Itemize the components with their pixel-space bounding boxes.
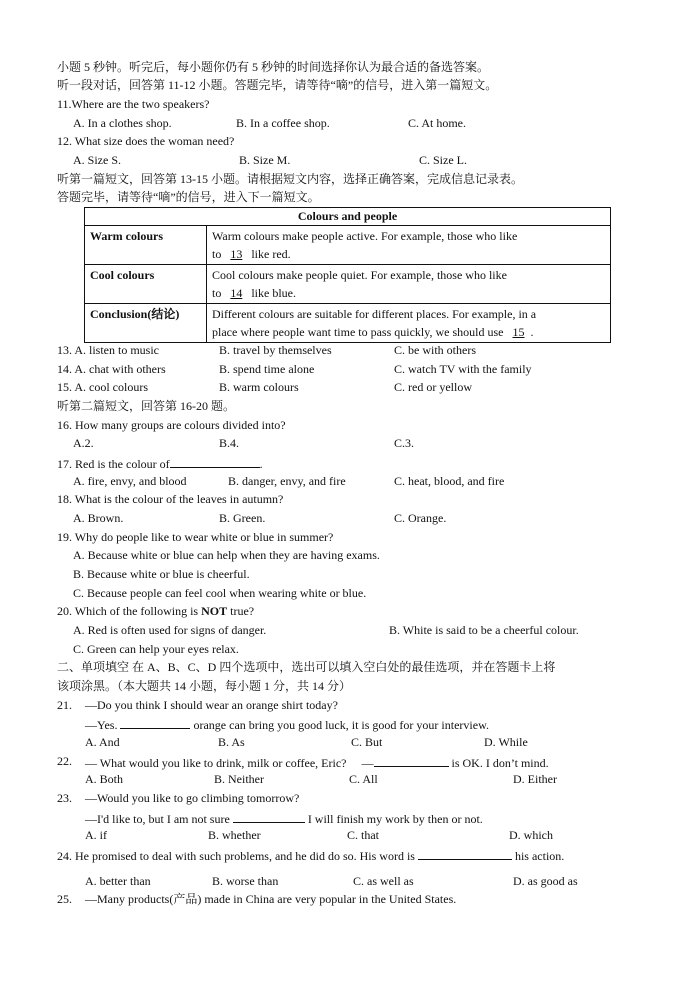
row-cool-key: Cool colours	[85, 265, 207, 304]
colours-info-table	[84, 207, 611, 343]
q15-option-b: B. warm colours	[219, 380, 299, 394]
row-warm-text: Warm colours make people active. For example, those who like	[212, 229, 518, 243]
passage2-instruction: 听第二篇短文，回答第 16-20 题。	[57, 399, 235, 413]
q21-line-2-post: orange can bring you good luck, it is good for your interview.	[193, 718, 489, 732]
q23-line-2-post: I will finish my work by then or not.	[307, 812, 483, 826]
question-20	[57, 604, 254, 619]
q21-option-b: B. As	[218, 735, 245, 749]
row-warm-to: to	[212, 247, 222, 261]
q22-line-1	[85, 754, 549, 771]
q19-option-c: C. Because people can feel cool when wearing white or blue.	[73, 586, 367, 600]
q11-option-b: B. In a coffee shop.	[236, 116, 330, 130]
q23-line-2-pre: —I'd like to, but I am not sure	[85, 812, 230, 826]
q23-option-c: C. that	[347, 828, 379, 842]
row-warm-value	[207, 226, 611, 265]
q16-option-a: A.2.	[73, 436, 94, 450]
q16-option-c: C.3.	[394, 436, 415, 450]
q25-line-1: —Many products(产品) made in China are very popular in the United States.	[85, 892, 457, 906]
question-12: 12. What size does the woman need?	[57, 134, 235, 148]
q15-option-c: C. red or yellow	[394, 380, 472, 394]
q21-option-a: A. And	[85, 735, 120, 749]
q14-option-c: C. watch TV with the family	[394, 362, 532, 376]
q18-option-a: A. Brown.	[73, 511, 124, 525]
q14-option-b: B. spend time alone	[219, 362, 315, 376]
q11-option-a: A. In a clothes shop.	[73, 116, 172, 130]
q23-option-a: A. if	[85, 828, 107, 842]
q13-option-c: C. be with others	[394, 343, 476, 357]
row-conclusion-end: .	[530, 325, 534, 339]
q22-answer-blank	[374, 754, 449, 767]
question-11: 11.Where are the two speakers?	[57, 97, 210, 111]
q21-line-1: —Do you think I should wear an orange shirt today?	[85, 698, 338, 712]
blank-14: 14	[230, 286, 243, 300]
q20-option-a: A. Red is often used for signs of danger.	[73, 623, 267, 637]
q22-dash: —	[361, 756, 374, 770]
q16-option-b: B.4.	[219, 436, 240, 450]
passage1-instruction-2: 答题完毕，请等待“嘀”的信号，进入下一篇短文。	[57, 190, 320, 204]
q12-option-a: A. Size S.	[73, 153, 121, 167]
q24-option-c: C. as well as	[353, 874, 414, 888]
question-19: 19. Why do people like to wear white or blue in summer?	[57, 530, 334, 544]
q12-option-b: B. Size M.	[239, 153, 291, 167]
row-warm-end: like red.	[251, 247, 291, 261]
row-cool-text: Cool colours make people quiet. For example, those who like	[212, 268, 507, 282]
section2-heading-2: 该项涂黑。（本大题共 14 小题，每小题 1 分，共 14 分）	[57, 679, 352, 693]
q20-option-b: B. White is said to be a cheerful colour.	[389, 623, 579, 637]
question-24-text: 24. He promised to deal with such problems, and he did do so. His word is	[57, 849, 415, 863]
q21-option-c: C. But	[351, 735, 383, 749]
q22-option-b: B. Neither	[214, 772, 264, 786]
question-17-end: .	[259, 457, 263, 471]
q22-option-c: C. All	[349, 772, 378, 786]
q12-option-c: C. Size L.	[419, 153, 467, 167]
intro-line-1: 小题 5 秒钟。听完后，每小题你仍有 5 秒钟的时间选择你认为最合适的备选答案。	[57, 60, 490, 74]
q22-option-a: A. Both	[85, 772, 124, 786]
q24-answer-blank	[418, 847, 512, 860]
question-16: 16. How many groups are colours divided into?	[57, 418, 286, 432]
row-conclusion-key: Conclusion(结论)	[85, 304, 207, 343]
q23-line-2	[85, 810, 483, 827]
question-20-text: 20. Which of the following is	[57, 604, 199, 618]
q22-option-d: D. Either	[513, 772, 557, 786]
q21-answer-blank	[120, 716, 190, 729]
row-warm-key: Warm colours	[85, 226, 207, 265]
q18-option-b: B. Green.	[219, 511, 266, 525]
question-20-end: true?	[230, 604, 255, 618]
section2-heading-1: 二、单项填空 在 A、B、C、D 四个选项中，选出可以填入空白处的最佳选项，并在答题卡上将	[57, 660, 556, 674]
q23-number: 23.	[57, 791, 72, 805]
question-24-end: his action.	[514, 849, 565, 863]
q19-option-a: A. Because white or blue can help when they are having exams.	[73, 548, 380, 562]
passage1-instruction-1: 听第一篇短文，回答第 13-15 小题。请根据短文内容，选择正确答案，完成信息记录表。	[57, 172, 523, 186]
q19-option-b: B. Because white or blue is cheerful.	[73, 567, 250, 581]
q17-option-b: B. danger, envy, and fire	[228, 474, 346, 488]
q21-number: 21.	[57, 698, 72, 712]
row-conclusion-pre: place where people want time to pass quickly, we should use	[212, 325, 504, 339]
row-cool-end: like blue.	[251, 286, 296, 300]
q24-option-b: B. worse than	[212, 874, 279, 888]
q24-option-a: A. better than	[85, 874, 151, 888]
q23-option-d: D. which	[509, 828, 553, 842]
q13-option-b: B. travel by themselves	[219, 343, 332, 357]
blank-15: 15	[512, 325, 525, 339]
q13-option-a: 13. A. listen to music	[57, 343, 159, 357]
blank-13: 13	[230, 247, 243, 261]
q25-number: 25.	[57, 892, 72, 906]
q22-number: 22.	[57, 754, 72, 768]
row-conclusion-text: Different colours are suitable for different places. For example, in a	[212, 307, 537, 321]
q23-option-b: B. whether	[208, 828, 261, 842]
row-conclusion-value	[207, 304, 611, 343]
q23-answer-blank	[233, 810, 305, 823]
intro-line-2: 听一段对话，回答第 11-12 小题。答题完毕，请等待“嘀”的信号，进入第一篇短文。	[57, 78, 498, 92]
q15-option-a: 15. A. cool colours	[57, 380, 148, 394]
q24-option-d: D. as good as	[513, 874, 578, 888]
question-17-text: 17. Red is the colour of	[57, 457, 170, 471]
question-24	[57, 847, 564, 864]
row-cool-value	[207, 265, 611, 304]
q23-line-1: —Would you like to go climbing tomorrow?	[85, 791, 300, 805]
q17-option-a: A. fire, envy, and blood	[73, 474, 187, 488]
q22-line-1-pre: — What would you like to drink, milk or coffee, Eric?	[85, 756, 347, 770]
q22-line-1-post: is OK. I don’t mind.	[451, 756, 549, 770]
q21-line-2-pre: —Yes.	[85, 718, 118, 732]
q21-line-2	[85, 716, 489, 733]
q18-option-c: C. Orange.	[394, 511, 447, 525]
q21-option-d: D. While	[484, 735, 528, 749]
q14-option-a: 14. A. chat with others	[57, 362, 166, 376]
q11-option-c: C. At home.	[408, 116, 467, 130]
question-17	[57, 455, 263, 472]
q17-option-c: C. heat, blood, and fire	[394, 474, 505, 488]
row-cool-to: to	[212, 286, 222, 300]
question-18: 18. What is the colour of the leaves in autumn?	[57, 492, 284, 506]
q17-answer-blank	[170, 455, 260, 468]
q20-option-c: C. Green can help your eyes relax.	[73, 642, 239, 656]
table-title: Colours and people	[85, 208, 611, 226]
question-20-not: NOT	[201, 604, 228, 618]
